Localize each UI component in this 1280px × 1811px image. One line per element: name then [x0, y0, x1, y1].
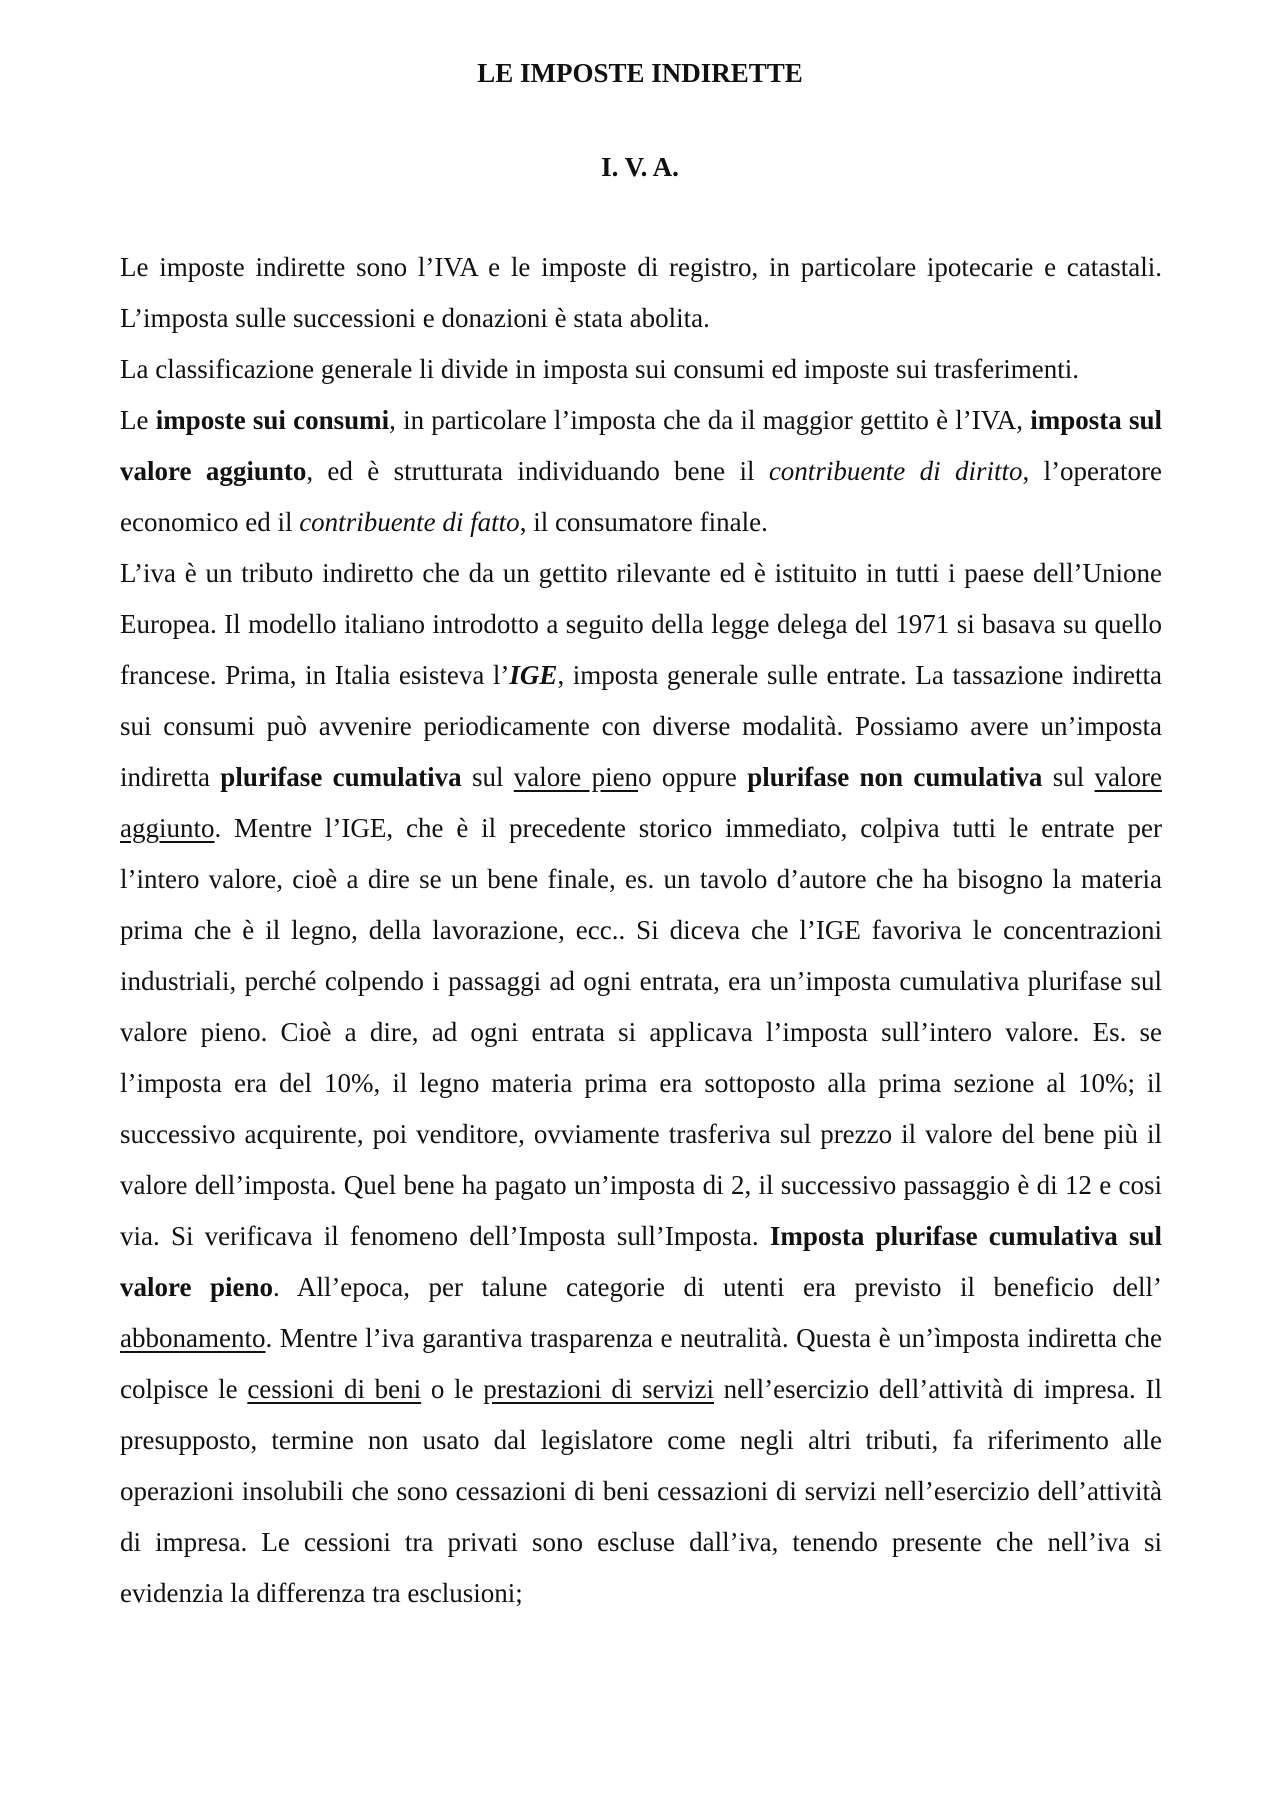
bold-term: imposta sul valore aggiunto	[120, 405, 1162, 486]
bold-term: imposte sui consumi	[155, 405, 390, 435]
underlined-term: prestazioni di servizi	[483, 1374, 714, 1404]
text-run: . Mentre l’iva garantiva trasparenza e neutralità. Questa è un’ìmposta indiretta che colpisce le	[120, 1323, 1162, 1404]
text-run: o oppure	[638, 762, 748, 792]
body-paragraph	[120, 344, 1162, 395]
bold-term: plurifase cumulativa	[220, 762, 462, 792]
underlined-term: cessioni di beni	[247, 1374, 422, 1404]
document-body	[120, 242, 1162, 1619]
text-run: sul	[1042, 762, 1095, 792]
italic-term: contribuente di fatto	[299, 507, 520, 537]
text-run: , imposta generale sulle entrate. La tassazione indiretta sui consumi può avvenire periodicamente con diverse modalità. Possiamo avere un’imposta indiretta	[120, 660, 1162, 792]
body-paragraph	[120, 395, 1162, 548]
text-run: Le imposte indirette sono l’IVA e le imposte di registro, in particolare ipotecarie e catastali. L’imposta sulle successioni e donazioni è stata abolita.	[120, 252, 1162, 333]
bold-term: Imposta plurifase cumulativa sul valore pieno	[120, 1221, 1163, 1302]
bold-term: IGE	[509, 660, 558, 690]
text-run: nell’esercizio dell’attività di impresa. Il presupposto, termine non usato dal legislatore come negli altri tributi, fa riferimento alle operazioni insolubili che sono cessazioni di beni cessazioni di servizi nell’esercizio dell’attività di impresa. Le cessioni tra privati sono escluse dall’iva, tenendo presente che nell’iva si evidenzia la differenza tra esclusioni;	[120, 1374, 1162, 1608]
text-run: . Mentre l’IGE, che è il precedente storico immediato, colpiva tutti le entrate per l’intero valore, cioè a dire se un bene finale, es. un tavolo d’autore che ha bisogno la materia prima che è il legno, della lavorazione, ecc.. Si diceva che l’IGE favoriva le concentrazioni industriali, perché colpendo i passaggi ad ogni entrata, era un’imposta cumulativa plurifase sul valore pieno. Cioè a dire, ad ogni entrata si applicava l’imposta sull’intero valore. Es. se l’imposta era del 10%, il legno materia prima era sottoposto alla prima sezione al 10%; il successivo acquirente, poi venditore, ovviamente trasferiva sul prezzo il valore del bene più il valore dell’imposta. Quel bene ha pagato un’imposta di 2, il successivo passaggio è di 12 e cosi via. Si verificava il fenomeno dell’Imposta sull’Imposta.	[120, 813, 1162, 1251]
section-heading: I. V. A.	[601, 152, 679, 182]
text-run: L’iva è un tributo indiretto che da un gettito rilevante ed è istituito in tutti i paese dell’Unione Europea. Il modello italiano introdotto a seguito della legge delega del 1971 si basava su quello francese. Prima, in Italia esisteva l’	[120, 558, 1162, 690]
text-run: o le	[421, 1374, 484, 1404]
underlined-term: abbonamento	[120, 1323, 266, 1353]
underlined-term: valore pien	[513, 762, 639, 792]
italic-term: contribuente di diritto	[768, 456, 1023, 486]
text-run: , in particolare l’imposta che da il maggior gettito è l’IVA,	[389, 405, 1031, 435]
text-run: . All’epoca, per talune categorie di utenti era previsto il beneficio dell’	[273, 1272, 1162, 1302]
text-run: , il consumatore finale.	[519, 507, 768, 537]
body-paragraph	[120, 242, 1162, 344]
underlined-term: valore aggiunto	[120, 762, 1162, 843]
text-run: , ed è strutturata individuando bene il	[306, 456, 769, 486]
bold-term: plurifase non cumulativa	[747, 762, 1043, 792]
text-run: sul	[461, 762, 514, 792]
document-title: LE IMPOSTE INDIRETTE	[477, 58, 803, 88]
text-run: , l’operatore economico ed il	[120, 456, 1162, 537]
body-paragraph	[120, 548, 1162, 1619]
text-run: La classificazione generale li divide in imposta sui consumi ed imposte sui trasferimenti.	[120, 354, 1079, 384]
text-run: Le	[120, 405, 156, 435]
